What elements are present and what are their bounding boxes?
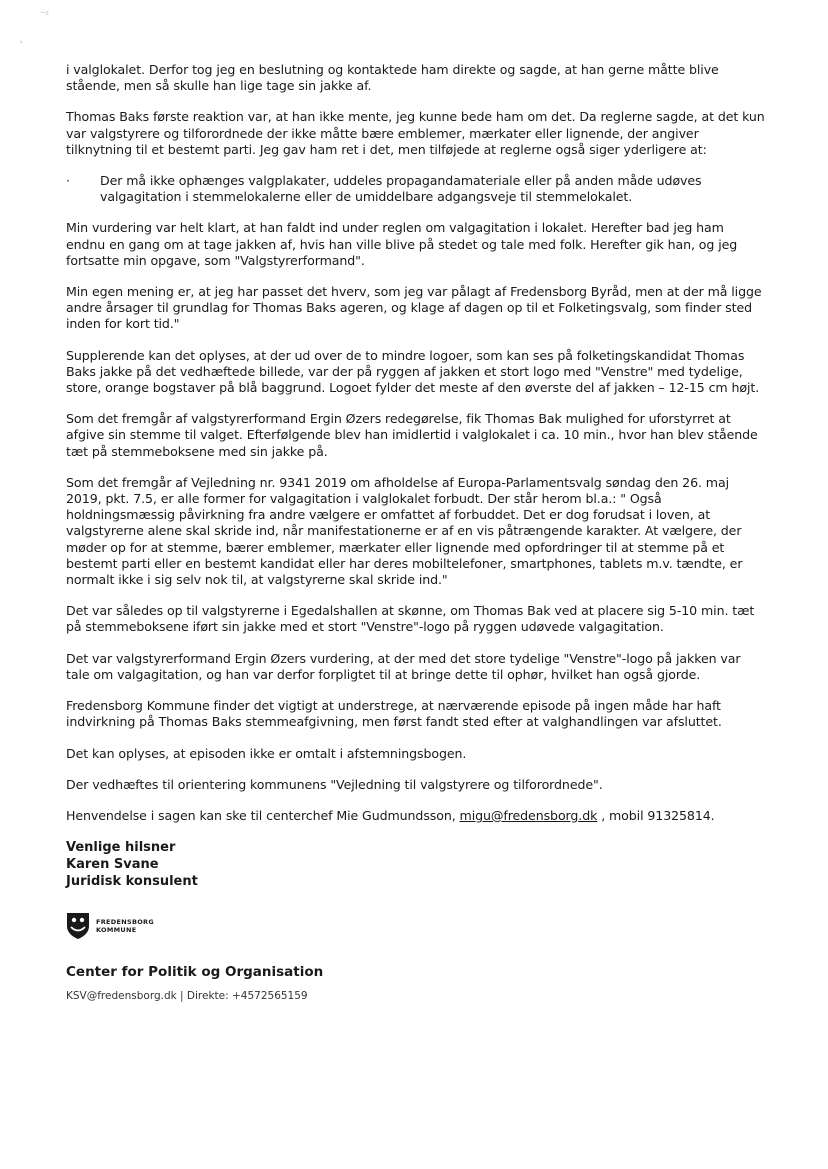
logo-line-1: FREDENSBORG: [96, 918, 154, 927]
paragraph-2: Thomas Baks første reaktion var, at han ikke mente, jeg kunne bede ham om det. Da reglerne sagde, at det kun var valgstyrere og tilforordnede der ikke måtte bære emblemer, mærkater eller lignende, der angiver tilknytning til et bestemt parti. Jeg gav ham ret i det, men tilføjede at reglerne også siger yderligere at:: [66, 109, 765, 157]
department-name: Center for Politik og Organisation: [66, 964, 324, 981]
paragraph-10: Fredensborg Kommune finder det vigtigt at understrege, at nærværende episode på ingen måde har haft indvirkning på Thomas Baks stemmeafgivning, men først fandt sted efter at valghandlingen var afsluttet.: [66, 698, 722, 730]
scan-artifact: ʾ: [20, 40, 24, 51]
email-link[interactable]: migu@fredensborg.dk: [459, 807, 598, 823]
logo-text: [96, 918, 154, 934]
paragraph-12: Der vedhæftes til orientering kommunens "Vejledning til valgstyrere og tilforordnede".: [66, 776, 603, 792]
contact-prefix: Henvendelse i sagen kan ske til centerchef Mie Gudmundsson,: [66, 807, 460, 823]
paragraph-8: Det var således op til valgstyrerne i Egedalshallen at skønne, om Thomas Bak ved at placere sig 5-10 min. tæt på stemmeboksene iført sin jakke med et stort "Venstre"-logo på ryggen udøvede valgagitation.: [66, 603, 755, 635]
bullet-mark: ·: [66, 173, 70, 189]
paragraph-6: Som det fremgår af valgstyrerformand Ergin Øzers redegørelse, fik Thomas Bak mulighed for uforstyrret at afgive sin stemme til valget. Efterfølgende blev han imidlertid i valglokalet i ca. 10 min., hvor han blev stående tæt på stemmeboksene med sin jakke på.: [66, 411, 758, 459]
bullet-text: Der må ikke ophænges valgplakater, uddeles propagandamateriale eller på anden måde udøves valgagitation i stemmelokalerne eller de umiddelbare adgangsveje til stemmelokalet.: [100, 173, 702, 205]
coat-of-arms-icon: [66, 912, 90, 940]
paragraph-5: Supplerende kan det oplyses, at der ud over de to mindre logoer, som kan ses på folketingskandidat Thomas Baks jakke på det vedhæftede billede, var der på ryggen af jakken et stort logo med "Venstre" med tydelige, store, orange bogstaver på blå baggrund. Logoet fylder det meste af den øverste del af jakken – 12-15 cm højt.: [66, 347, 760, 396]
bullet-paragraph: [66, 173, 766, 205]
signature-greeting: Venlige hilsner: [66, 840, 176, 856]
paragraph-11: Det kan oplyses, at episoden ikke er omtalt i afstemningsbogen.: [66, 745, 467, 761]
signature-block: [66, 839, 766, 890]
letter-body: [66, 62, 766, 1002]
contact-paragraph: [66, 808, 766, 824]
paragraph-3: Min vurdering var helt klart, at han faldt ind under reglen om valgagitation i lokalet. Herefter bad jeg ham endnu en gang om at tage jakken af, hvis han ville blive på stedet og tale med folk. Herefter gik han, og jeg fortsatte min opgave, som "Valgstyrerformand".: [66, 220, 738, 268]
paragraph-1: i valglokalet. Derfor tog jeg en beslutning og kontaktede ham direkte og sagde, at han gerne måtte blive stående, men så skulle han lige tage sin jakke af.: [66, 62, 719, 94]
paragraph-9: Det var valgstyrerformand Ergin Øzers vurdering, at der med det store tydelige "Venstre"-logo på jakken var tale om valgagitation, og han var derfor forpligtet til at bringe dette til ophør, hvilket han også gjorde.: [66, 650, 741, 682]
scan-artifact: ⁻ˢ: [40, 10, 50, 21]
municipality-logo: [66, 912, 766, 940]
contact-suffix: , mobil 91325814.: [597, 807, 715, 823]
paragraph-7: Som det fremgår af Vejledning nr. 9341 2019 om afholdelse af Europa-Parlamentsvalg søndag den 26. maj 2019, pkt. 7.5, er alle former for valgagitation i valglokalet forbudt. Der står herom bl.a.: " Også holdningsmæssig påvirkning fra andre vælgere er omfattet af forbuddet. Det er dog forudsat i loven, at valgstyrerne alene skal skride ind, når manifestationerne er af en vis påtrængende karakter. At vælgere, der møder op for at stemme, bærer emblemer, mærkater eller lignende med opfordringer til at stemme på et bestemt parti eller en bestemt kandidat eller har deres mobiltelefoner, smartphones, tablets m.v. tændte, er normalt ikke i sig selv nok til, at valgstyrerne skal skride ind.": [66, 474, 743, 588]
signature-title: Juridisk konsulent: [66, 874, 198, 890]
footer-contact: KSV@fredensborg.dk | Direkte: +4572565159: [66, 990, 308, 1003]
paragraph-4: Min egen mening er, at jeg har passet det hverv, som jeg var pålagt af Fredensborg Byråd, men at der må ligge andre årsager til grundlag for Thomas Baks ageren, og klage af dagen op til et Folketingsvalg, som finder sted inden for kort tid.": [66, 284, 762, 332]
logo-line-2: KOMMUNE: [96, 926, 137, 935]
signature-name: Karen Svane: [66, 857, 159, 873]
